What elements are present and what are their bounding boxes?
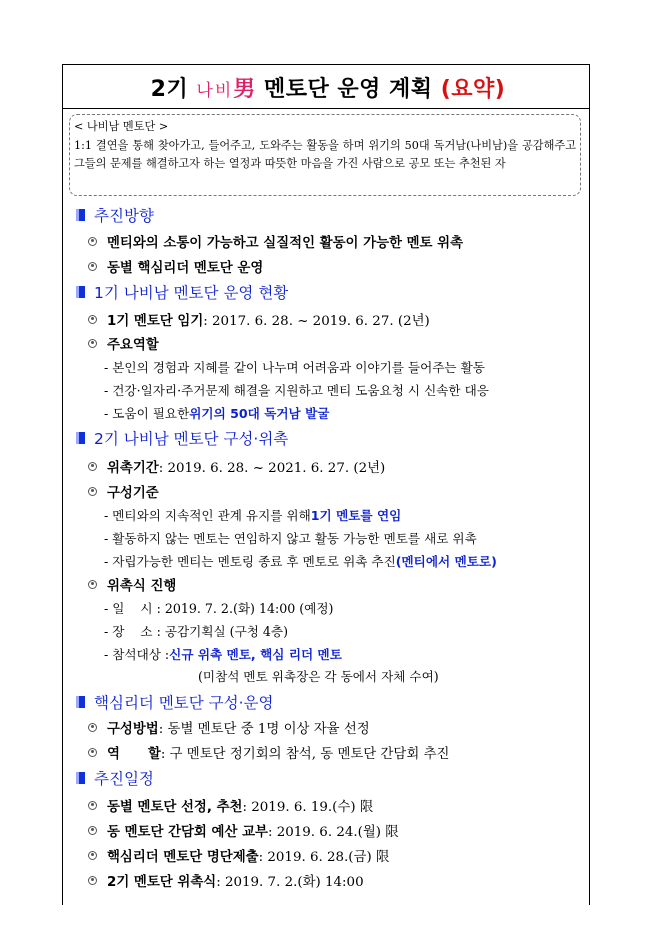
- title-divider: [62, 108, 590, 109]
- schedule-label: 핵심리더 멘토단 명단제출: [107, 849, 259, 865]
- circle-bullet-icon: [88, 315, 97, 324]
- circle-bullet-icon: [88, 826, 97, 835]
- schedule-date: : 2019. 6. 28.(금) 限: [258, 849, 390, 865]
- schedule-item: [88, 845, 389, 865]
- ceremony-attendees: [104, 643, 342, 663]
- direction-item: [88, 256, 263, 276]
- section-title: 핵심리더 멘토단 구성·운영: [94, 694, 274, 712]
- item-value: : 2017. 6. 28. ~ 2019. 6. 27. (2년): [203, 313, 430, 329]
- criteria-highlight: 1기 멘토를 연임: [310, 507, 402, 523]
- item-value: : 2019. 6. 28. ~ 2021. 6. 27. (2년): [158, 460, 386, 476]
- section-square-icon: [76, 772, 85, 784]
- title-nabi: 나비: [196, 81, 234, 101]
- section-schedule: [76, 767, 154, 789]
- section-square-icon: [76, 286, 85, 298]
- item-label: 구성기준: [107, 485, 159, 501]
- item-text: 멘티와의 소통이 가능하고 실질적인 활동이 가능한 멘토 위촉: [107, 235, 464, 251]
- item-value: : 동별 멘토단 중 1명 이상 자율 선정: [158, 721, 370, 737]
- section-square-icon: [76, 432, 85, 444]
- criteria-line: - 활동하지 않는 멘토는 연임하지 않고 활동 가능한 멘토를 새로 위촉: [104, 530, 477, 546]
- item-text: 동별 핵심리더 멘토단 운영: [107, 260, 264, 276]
- circle-bullet-icon: [88, 580, 97, 589]
- section-status: [76, 281, 288, 303]
- composition-period: [88, 456, 385, 476]
- circle-bullet-icon: [88, 748, 97, 757]
- schedule-date: : 2019. 6. 19.(수) 限: [242, 799, 374, 815]
- section-title: 2기 나비남 멘토단 구성·위촉: [94, 430, 289, 448]
- circle-bullet-icon: [88, 723, 97, 732]
- item-label: 위촉식 진행: [107, 578, 177, 594]
- ceremony-date: - 일 시 : 2019. 7. 2.(화) 14:00 (예정): [104, 600, 334, 616]
- section-composition: [76, 427, 288, 449]
- schedule-label: 동별 멘토단 선정, 추천: [107, 799, 243, 815]
- role-line: - 본인의 경험과 지혜를 같이 나누며 어려움과 이야기를 들어주는 활동: [104, 359, 485, 375]
- item-value: : 구 멘토단 정기회의 참석, 동 멘토단 간담회 추진: [160, 746, 450, 762]
- section-title: 추진일정: [94, 770, 154, 788]
- status-term: [88, 309, 430, 329]
- core-role: [88, 742, 449, 762]
- circle-bullet-icon: [88, 876, 97, 885]
- circle-bullet-icon: [88, 487, 97, 496]
- section-direction: [76, 204, 154, 226]
- schedule-label: 2기 멘토단 위촉식: [107, 874, 217, 890]
- attendee-label: - 참석대상 :: [104, 646, 170, 662]
- page-title: [0, 72, 656, 103]
- item-label: 주요역할: [107, 337, 159, 353]
- intro-body: 1:1 결연을 통해 찾아가고, 들어주고, 도와주는 활동을 하며 위기의 50대 독거남(나비남)을 공감해주고 그들의 문제를 해결하고자 하는 열정과 따뜻한 마음을 가진 사람으로 공모 또는 추천된 자: [74, 138, 576, 170]
- title-summary: (요약): [440, 77, 506, 102]
- section-square-icon: [76, 209, 85, 221]
- status-role: [88, 333, 159, 353]
- section-title: 1기 나비남 멘토단 운영 현황: [94, 284, 289, 302]
- item-label: 1기 멘토단 임기: [107, 313, 204, 329]
- item-label: 역 할: [107, 746, 161, 762]
- schedule-label: 동 멘토단 간담회 예산 교부: [107, 824, 268, 840]
- composition-ceremony: [88, 574, 176, 594]
- title-prefix: 2기: [150, 77, 189, 102]
- role-text: - 도움이 필요한: [104, 405, 190, 421]
- composition-criteria: [88, 481, 159, 501]
- schedule-date: : 2019. 7. 2.(화) 14:00: [216, 874, 364, 890]
- schedule-item: [88, 820, 399, 840]
- circle-bullet-icon: [88, 462, 97, 471]
- circle-bullet-icon: [88, 801, 97, 810]
- item-label: 위촉기간: [107, 460, 159, 476]
- circle-bullet-icon: [88, 237, 97, 246]
- title-main: 멘토단 운영 계획: [263, 77, 433, 102]
- circle-bullet-icon: [88, 262, 97, 271]
- criteria-text: - 자립가능한 멘티는 멘토링 종료 후 멘토로 위촉 추진: [104, 553, 396, 569]
- circle-bullet-icon: [88, 851, 97, 860]
- section-core: [76, 691, 274, 713]
- criteria-line: [104, 504, 401, 524]
- core-method: [88, 717, 370, 737]
- section-square-icon: [76, 696, 85, 708]
- item-label: 구성방법: [107, 721, 159, 737]
- schedule-date: : 2019. 6. 24.(월) 限: [267, 824, 399, 840]
- role-line: - 건강·일자리·주거문제 해결을 지원하고 멘티 도움요청 시 신속한 대응: [104, 382, 489, 398]
- attendee-note: (미참석 멘토 위촉장은 각 동에서 자체 수여): [198, 668, 439, 684]
- schedule-item: [88, 795, 373, 815]
- role-line: [104, 402, 329, 422]
- section-title: 추진방향: [94, 207, 154, 225]
- criteria-highlight: (멘티에서 멘토로): [395, 553, 497, 569]
- criteria-line: [104, 550, 497, 570]
- ceremony-place: - 장 소 : 공감기획실 (구청 4층): [104, 623, 289, 639]
- circle-bullet-icon: [88, 339, 97, 348]
- direction-item: [88, 231, 463, 251]
- role-highlight: 위기의 50대 독거남 발굴: [189, 405, 330, 421]
- attendee-highlight: 신규 위촉 멘토, 핵심 리더 멘토: [169, 646, 342, 662]
- title-nam: 男: [233, 77, 256, 102]
- schedule-item: [88, 870, 364, 890]
- criteria-text: - 멘티와의 지속적인 관계 유지를 위해: [104, 507, 311, 523]
- intro-header: < 나비남 멘토단 >: [74, 120, 169, 133]
- intro-box: [69, 114, 581, 196]
